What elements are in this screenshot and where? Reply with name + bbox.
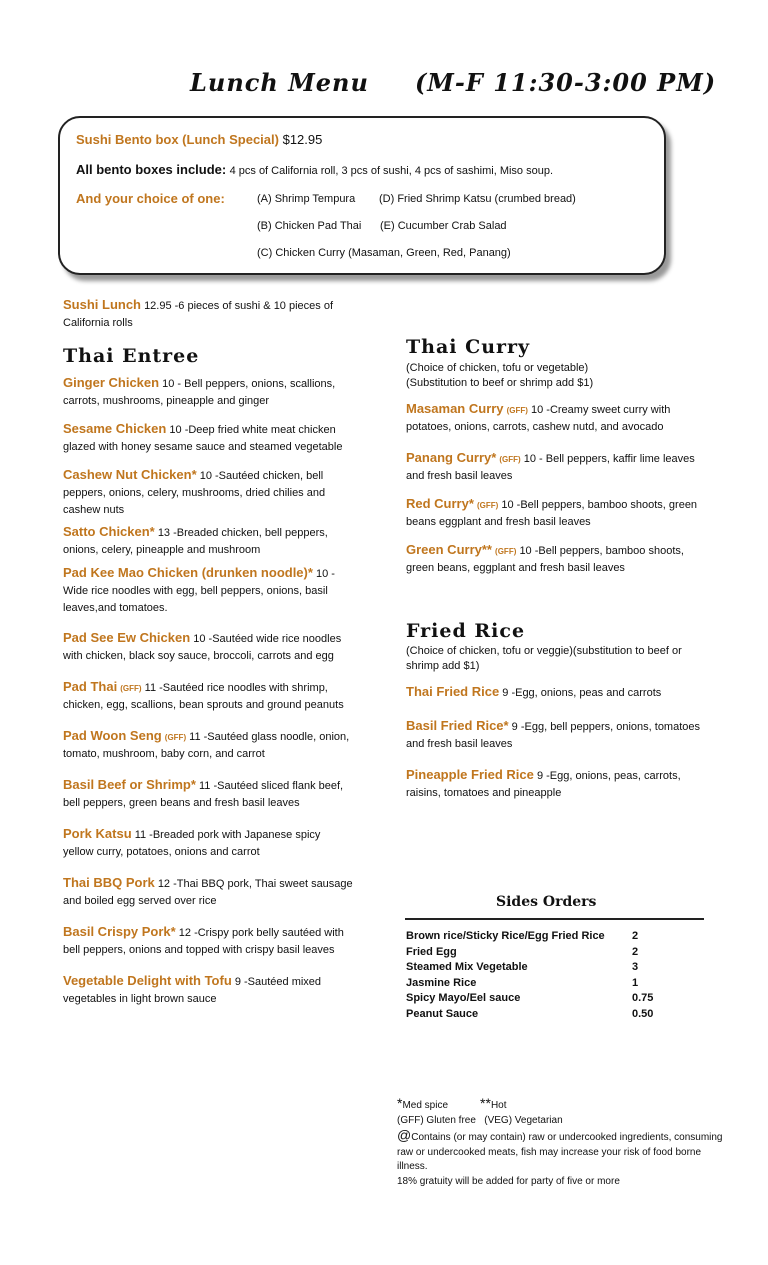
thai-curry-note-2: (Substitution to beef or shrimp add $1) xyxy=(406,377,594,389)
item-name: Pad Kee Mao Chicken (drunken noodle)* xyxy=(63,565,313,580)
item-name: Basil Crispy Pork* xyxy=(63,924,176,939)
item-description: 9 -Egg, bell peppers, onions, tomatoes and fresh basil leaves xyxy=(406,721,701,750)
item-tag: (GFF) xyxy=(476,501,499,510)
warning-text: Contains (or may contain) raw or undercooked ingredients, consuming raw or undercooked meats, fish may increase your risk of food borne illness. xyxy=(397,1132,723,1172)
side-price: 2 xyxy=(632,930,639,942)
menu-item xyxy=(63,629,353,665)
sides-heading: Sides Orders xyxy=(496,894,597,910)
item-description: 13 -Breaded chicken, bell peppers, onions, celery, pineapple and mushroom xyxy=(63,527,328,556)
item-description: 10 -Sautéed chicken, bell peppers, onions, celery, mushrooms, dried chilies and cashew nuts xyxy=(63,470,326,516)
sides-row xyxy=(406,1008,653,1024)
gratuity: 18% gratuity will be added for party of five or more xyxy=(397,1175,620,1187)
menu-item xyxy=(406,766,706,802)
menu-item xyxy=(406,683,706,702)
thai-curry-note-1: (Choice of chicken, tofu or vegetable) xyxy=(406,362,589,374)
item-description: 10 -Deep fried white meat chicken glazed with honey sesame sauce and steamed vegetable xyxy=(63,424,343,453)
item-tag: (GFF) xyxy=(120,684,142,693)
item-description: 10 -Bell peppers, bamboo shoots, green beans, eggplant and fresh basil leaves xyxy=(406,545,684,574)
double-star-symbol: ** xyxy=(480,1095,491,1111)
item-tag: (GFF) xyxy=(499,455,521,464)
hot-label: Hot xyxy=(490,1100,507,1111)
item-name: Pad Thai xyxy=(63,679,118,694)
gff-label: (GFF) Gluten free xyxy=(397,1114,476,1126)
thai-entree-heading: Thai Entree xyxy=(63,345,200,367)
side-price: 2 xyxy=(632,945,639,958)
item-name: Ginger Chicken xyxy=(63,375,160,390)
menu-item xyxy=(63,825,353,861)
side-price: 1 xyxy=(632,976,639,989)
menu-item xyxy=(63,420,353,456)
side-name: Steamed Mix Vegetable xyxy=(406,961,528,973)
menu-item xyxy=(406,449,706,485)
item-description: 9 -Sautéed mixed vegetables in light brown sauce xyxy=(63,976,322,1005)
menu-item xyxy=(406,400,706,436)
sides-table xyxy=(406,930,653,1023)
menu-item xyxy=(63,727,353,763)
item-description: 10 - Bell peppers, onions, scallions, carrots, mushrooms, pineapple and ginger xyxy=(63,378,336,407)
side-name: Jasmine Rice xyxy=(406,976,477,989)
sides-row xyxy=(406,977,653,993)
choice-b: (B) Chicken Pad Thai xyxy=(257,220,362,232)
menu-item xyxy=(406,541,706,577)
item-name: Green Curry** xyxy=(406,542,492,557)
side-name: Fried Egg xyxy=(406,945,457,958)
side-name: Peanut Sauce xyxy=(406,1007,479,1020)
item-name: Sesame Chicken xyxy=(63,421,167,436)
item-name: Cashew Nut Chicken* xyxy=(63,467,197,482)
choice-a: (A) Shrimp Tempura xyxy=(257,193,356,205)
bento-includes xyxy=(76,162,553,177)
at-symbol: @ xyxy=(397,1127,412,1143)
side-price: 3 xyxy=(632,961,639,973)
item-tag: (GFF) xyxy=(495,547,517,556)
menu-item xyxy=(406,717,706,753)
med-spice-label: Med spice xyxy=(402,1100,449,1111)
item-description: 12.95 -6 pieces of sushi & 10 pieces of California rolls xyxy=(63,300,334,329)
item-description: 11 -Breaded pork with Japanese spicy yellow curry, potatoes, onions and carrot xyxy=(63,829,321,858)
legend-row-2 xyxy=(397,1114,727,1129)
fried-rice-heading: Fried Rice xyxy=(406,620,526,642)
footer-legend xyxy=(397,1096,727,1189)
sides-row xyxy=(406,930,653,946)
include-text: 4 pcs of California roll, 3 pcs of sushi, 4 pcs of sashimi, Miso soup. xyxy=(229,165,554,177)
fried-rice-note: (Choice of chicken, tofu or veggie)(substitution to beef or shrimp add $1) xyxy=(406,645,682,672)
menu-item xyxy=(63,296,353,332)
item-description: 11 -Sautéed rice noodles with shrimp, chicken, egg, scallions, bean sprouts and ground peanuts xyxy=(63,682,344,711)
menu-item xyxy=(406,495,706,531)
sides-row xyxy=(406,992,653,1008)
side-price: 0.50 xyxy=(632,1007,654,1020)
choice-c: (C) Chicken Curry (Masaman, Green, Red, Panang) xyxy=(257,247,511,259)
item-description: 10 - Bell peppers, kaffir lime leaves and fresh basil leaves xyxy=(406,453,695,482)
item-name: Vegetable Delight with Tofu xyxy=(63,973,232,988)
menu-item xyxy=(63,923,353,959)
menu-item xyxy=(63,678,353,714)
title-lunch-menu: Lunch Menu xyxy=(190,68,369,97)
choice-d: (D) Fried Shrimp Katsu (crumbed bread) xyxy=(379,193,576,205)
item-description: 9 -Egg, onions, peas and carrots xyxy=(502,687,662,699)
item-name: Thai Fried Rice xyxy=(406,684,500,699)
menu-item xyxy=(63,374,353,410)
menu-item xyxy=(63,564,353,617)
veg-label: (VEG) Vegetarian xyxy=(484,1114,563,1126)
choice-e: (E) Cucumber Crab Salad xyxy=(380,220,507,232)
bento-price: $12.95 xyxy=(282,132,323,147)
item-description: 12 -Thai BBQ pork, Thai sweet sausage and boiled egg served over rice xyxy=(63,878,353,907)
item-name: Red Curry* xyxy=(406,496,474,511)
side-name: Brown rice/Sticky Rice/Egg Fried Rice xyxy=(406,930,605,942)
menu-item xyxy=(63,972,353,1008)
item-name: Satto Chicken* xyxy=(63,524,155,539)
title-hours: (M-F 11:30-3:00 PM) xyxy=(414,68,717,97)
bento-name: Sushi Bento box (Lunch Special) xyxy=(76,132,279,147)
bento-title xyxy=(76,132,322,147)
item-name: Thai BBQ Pork xyxy=(63,875,155,890)
item-description: 10 -Creamy sweet curry with potatoes, onions, carrots, cashew nutd, and avocado xyxy=(406,404,671,433)
menu-item xyxy=(63,523,353,559)
menu-item xyxy=(63,874,353,910)
thai-curry-heading: Thai Curry xyxy=(406,336,531,358)
item-description: 11 -Sautéed sliced flank beef, bell peppers, green beans and fresh basil leaves xyxy=(63,780,344,809)
item-name: Pork Katsu xyxy=(63,826,132,841)
warning xyxy=(397,1128,727,1175)
item-name: Basil Beef or Shrimp* xyxy=(63,777,196,792)
menu-item xyxy=(63,776,353,812)
item-name: Sushi Lunch xyxy=(63,297,141,312)
item-name: Basil Fried Rice* xyxy=(406,718,509,733)
item-description: 10 -Bell peppers, bamboo shoots, green beans eggplant and fresh basil leaves xyxy=(406,499,698,528)
sides-divider xyxy=(405,918,704,920)
star-symbol: * xyxy=(397,1095,403,1111)
item-description: 9 -Egg, onions, peas, carrots, raisins, tomatoes and pineapple xyxy=(406,770,681,799)
legend-row-1 xyxy=(397,1096,727,1114)
side-name: Spicy Mayo/Eel sauce xyxy=(406,992,521,1004)
item-name: Pineapple Fried Rice xyxy=(406,767,534,782)
item-name: Pad See Ew Chicken xyxy=(63,630,191,645)
side-price: 0.75 xyxy=(632,992,654,1004)
menu-item xyxy=(63,466,353,519)
item-description: 11 -Sautéed glass noodle, onion, tomato, mushroom, baby corn, and carrot xyxy=(63,731,350,760)
include-label: All bento boxes include: xyxy=(76,162,227,177)
item-tag: (GFF) xyxy=(506,406,528,415)
item-description: 10 -Sautéed wide rice noodles with chicken, black soy sauce, broccoli, carrots and egg xyxy=(63,633,342,662)
sides-row xyxy=(406,946,653,962)
choice-label: And your choice of one: xyxy=(76,191,225,206)
page-title xyxy=(190,68,716,97)
item-name: Panang Curry* xyxy=(406,450,497,465)
item-name: Pad Woon Seng xyxy=(63,728,162,743)
item-tag: (GFF) xyxy=(164,733,187,742)
sides-row xyxy=(406,961,653,977)
item-name: Masaman Curry xyxy=(406,401,504,416)
bento-box-panel xyxy=(58,116,666,275)
item-description: 10 - Wide rice noodles with egg, bell peppers, onions, basil leaves,and tomatoes. xyxy=(63,568,335,614)
item-description: 12 -Crispy pork belly sautéed with bell peppers, onions and topped with crispy basil leaves xyxy=(63,927,344,956)
